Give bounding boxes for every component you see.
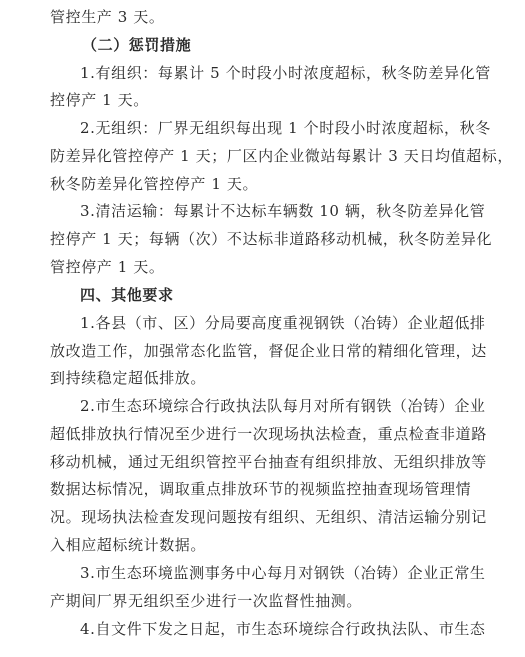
text-line: 管控停产 1 天。: [50, 258, 165, 276]
text-line: 3.市生态环境监测事务中心每月对钢铁（冶铸）企业正常生: [80, 564, 486, 582]
text-line: 控停产 1 天；每辆（次）不达标非道路移动机械，秋冬防差异化: [50, 230, 493, 248]
text-line: 秋冬防差异化管控停产 1 天。: [50, 175, 259, 193]
text-line: 1.各县（市、区）分局要高度重视钢铁（冶铸）企业超低排: [80, 314, 486, 332]
text-line: 况。现场执法检查发现问题按有组织、无组织、清洁运输分别记: [50, 508, 487, 526]
text-line: 4.自文件下发之日起，市生态环境综合行政执法队、市生态: [80, 620, 486, 638]
text-line: 到持续稳定超低排放。: [50, 369, 207, 387]
text-line: 3.清洁运输：每累计不达标车辆数 10 辆，秋冬防差异化管: [80, 202, 486, 220]
text-line: 2.无组织：厂界无组织每出现 1 个时段小时浓度超标，秋冬: [80, 119, 491, 137]
subsection-heading-penalties: （二）惩罚措施: [82, 36, 192, 54]
text-line: 超低排放执行情况至少进行一次现场执法检查，重点检查非道路: [50, 425, 487, 443]
text-line: 1.有组织：每累计 5 个时段小时浓度超标，秋冬防差异化管: [80, 64, 491, 82]
text-line: 数据达标情况，调取重点排放环节的视频监控抽查现场管理情: [50, 480, 472, 498]
text-line: 防差异化管控停产 1 天；厂区内企业微站每累计 3 天日均值超标，: [50, 147, 513, 165]
text-line: 产期间厂界无组织至少进行一次监督性抽测。: [50, 592, 363, 610]
section-heading-other-requirements: 四、其他要求: [80, 286, 174, 304]
text-line: 2.市生态环境综合行政执法队每月对所有钢铁（冶铸）企业: [80, 397, 486, 415]
text-line: 放改造工作，加强常态化监管，督促企业日常的精细化管理，达: [50, 342, 487, 360]
text-line: 管控生产 3 天。: [50, 8, 165, 26]
text-line: 移动机械，通过无组织管控平台抽查有组织排放、无组织排放等: [50, 453, 487, 471]
text-line: 入相应超标统计数据。: [50, 536, 207, 554]
text-line: 控停产 1 天。: [50, 91, 149, 109]
